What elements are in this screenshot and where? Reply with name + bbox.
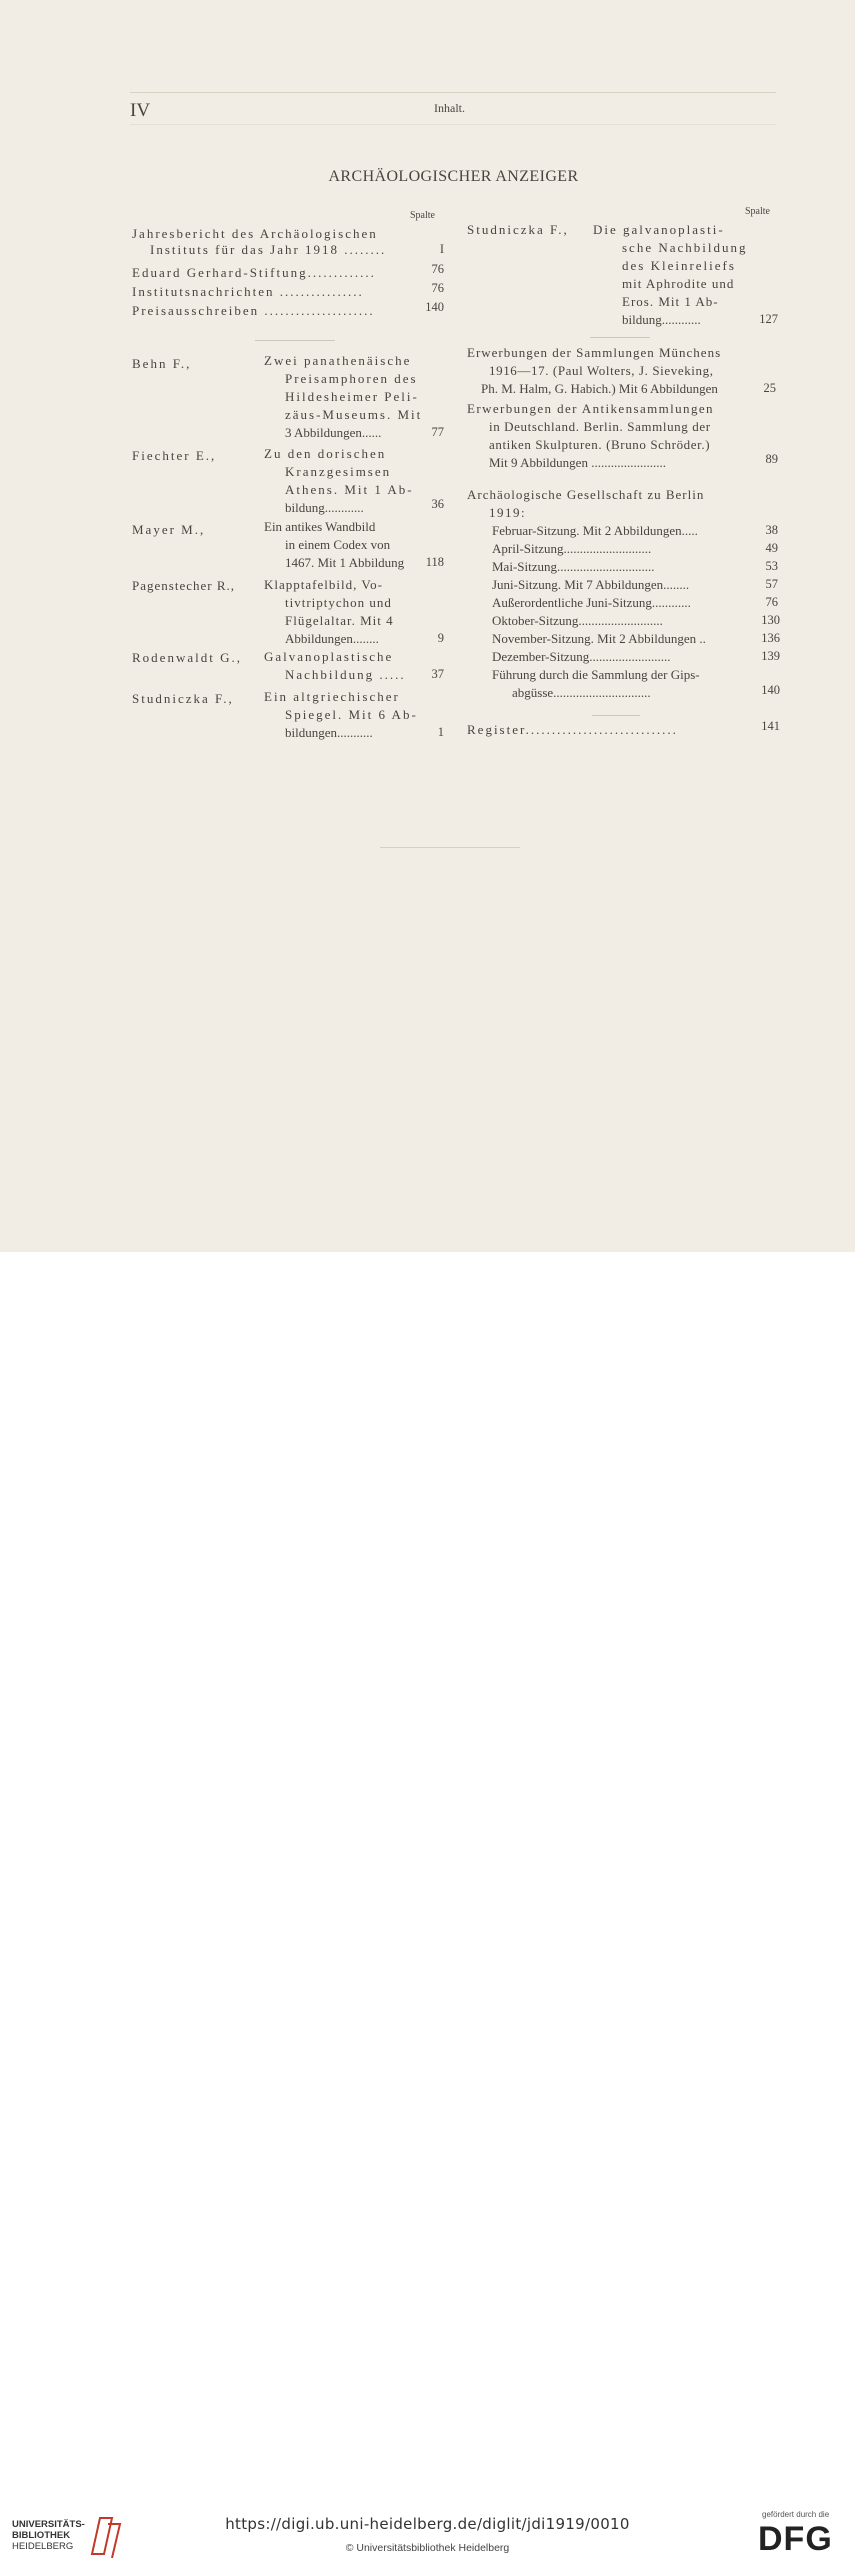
digital-url-link[interactable]: https://digi.ub.uni-heidelberg.de/diglit/jdi1919/0010 xyxy=(225,2515,630,2533)
entry-title-line: bildungen........... xyxy=(285,725,373,740)
library-name-line2: BIBLIOTHEK xyxy=(12,2530,71,2541)
page-numeral: IV xyxy=(130,100,151,121)
entry-title-line: Ein antikes Wandbild xyxy=(264,519,376,534)
author-name: Studniczka F., xyxy=(467,222,569,237)
entry-title-line: Ein altgriechischer xyxy=(264,689,400,704)
entry-title-line: Spiegel. Mit 6 Ab- xyxy=(285,707,418,722)
entry-page: 37 xyxy=(431,667,444,681)
section-title: ARCHÄOLOGISCHER ANZEIGER xyxy=(328,168,579,185)
entry-title-line: Erwerbungen der Antikensammlungen xyxy=(467,401,714,416)
entry-page: 76 xyxy=(765,595,778,609)
entry-title-line: antiken Skulpturen. (Bruno Schröder.) xyxy=(489,437,711,452)
entry-title-line: 1916—17. (Paul Wolters, J. Sieveking, xyxy=(489,363,714,378)
entry-jahresbericht-l2: Instituts für das Jahr 1918 ........ xyxy=(150,242,387,257)
entry-page: 9 xyxy=(437,631,444,645)
column-label-right: Spalte xyxy=(745,206,770,217)
entry-title-line: tivtriptychon und xyxy=(285,595,392,610)
author-name: Behn F., xyxy=(132,356,192,371)
entry-title-line: Preisamphoren des xyxy=(285,371,418,386)
entry-title-line: Klapptafelbild, Vo- xyxy=(264,577,383,592)
entry-page: I xyxy=(439,242,444,256)
entry-title-line: Erwerbungen der Sammlungen Münchens xyxy=(467,345,722,360)
entry-title-line: Abbildungen........ xyxy=(285,631,379,646)
entry-page: 36 xyxy=(431,497,444,511)
entry-page: 139 xyxy=(761,649,780,663)
entry-jahresbericht-l1: Jahresbericht des Archäologischen xyxy=(132,226,378,241)
entry-title-line: mit Aphrodite und xyxy=(622,276,735,291)
entry-title-line: Flügelaltar. Mit 4 xyxy=(285,613,394,628)
entry-title-line: des Kleinreliefs xyxy=(622,258,736,273)
entry-page: 140 xyxy=(425,300,444,314)
entry-page: 49 xyxy=(765,541,778,555)
entry-page: 1 xyxy=(437,725,444,739)
entry-gerhard: Eduard Gerhard-Stiftung............. xyxy=(132,265,376,280)
society-item: Führung durch die Sammlung der Gips- xyxy=(492,667,700,682)
funding-note: gefördert durch die xyxy=(762,2510,830,2519)
entry-institutsnachrichten: Institutsnachrichten ................ xyxy=(132,284,364,299)
scanned-page xyxy=(0,0,855,1252)
entry-title-line: Galvanoplastische xyxy=(264,649,394,664)
footer-bar xyxy=(0,1252,855,2558)
entry-page: 38 xyxy=(765,523,778,537)
library-name-line1: UNIVERSITÄTS- xyxy=(12,2519,85,2530)
header-rule xyxy=(130,92,776,93)
entry-title-line: Zu den dorischen xyxy=(264,446,387,461)
entry-title-line: Kranzgesimsen xyxy=(285,464,392,479)
society-year: 1919: xyxy=(489,505,527,520)
society-item: Mai-Sitzung.............................. xyxy=(492,559,655,574)
entry-page: 53 xyxy=(765,559,778,573)
entry-preisausschreiben: Preisausschreiben ..................... xyxy=(132,303,375,318)
society-item: Außerordentliche Juni-Sitzung............ xyxy=(492,595,691,610)
entry-page: 130 xyxy=(761,613,780,627)
entry-page: 140 xyxy=(761,683,780,697)
society-item: November-Sitzung. Mit 2 Abbildungen .. xyxy=(492,631,706,646)
society-item: Dezember-Sitzung......................... xyxy=(492,649,671,664)
end-rule xyxy=(380,847,520,848)
entry-title-line: zäus-Museums. Mit xyxy=(285,407,423,422)
society-item: Februar-Sitzung. Mit 2 Abbildungen..... xyxy=(492,523,698,538)
author-name: Mayer M., xyxy=(132,522,206,537)
society-heading: Archäologische Gesellschaft zu Berlin xyxy=(467,487,705,502)
entry-title-line: Nachbildung ..... xyxy=(285,667,406,682)
entry-title-line: Hildesheimer Peli- xyxy=(285,389,419,404)
entry-page: 89 xyxy=(765,452,778,466)
entry-title-line: Zwei panathenäische xyxy=(264,353,412,368)
entry-title-line: bildung............ xyxy=(285,500,364,515)
entry-page: 57 xyxy=(765,577,778,591)
author-name: Studniczka F., xyxy=(132,691,234,706)
entry-title-line: in Deutschland. Berlin. Sammlung der xyxy=(489,419,711,434)
entry-title-line: 1467. Mit 1 Abbildung xyxy=(285,555,405,570)
entry-title-line: sche Nachbildung xyxy=(622,240,748,255)
entry-title-line: Ph. M. Halm, G. Habich.) Mit 6 Abbildungen xyxy=(481,381,718,396)
entry-title-line: Mit 9 Abbildungen ....................... xyxy=(489,455,666,470)
entry-page: 127 xyxy=(759,312,778,326)
entry-title-line: Eros. Mit 1 Ab- xyxy=(622,294,719,309)
entry-title-line: Athens. Mit 1 Ab- xyxy=(285,482,414,497)
entry-page: 25 xyxy=(763,381,776,395)
entry-title-line: 3 Abbildungen...... xyxy=(285,425,382,440)
author-name: Fiechter E., xyxy=(132,448,217,463)
society-item: Juni-Sitzung. Mit 7 Abbildungen........ xyxy=(492,577,690,592)
running-title: Inhalt. xyxy=(434,101,465,115)
entry-title-line: in einem Codex von xyxy=(285,537,391,552)
entry-page: 76 xyxy=(431,281,444,295)
column-label-left: Spalte xyxy=(410,210,435,221)
entry-page: 141 xyxy=(761,719,780,733)
divider xyxy=(255,340,335,341)
entry-page: 118 xyxy=(425,555,444,569)
entry-page: 77 xyxy=(431,425,444,439)
divider xyxy=(592,715,640,716)
copyright-text: © Universitätsbibliothek Heidelberg xyxy=(345,2542,510,2554)
register-entry: Register............................. xyxy=(467,722,678,737)
society-item: Oktober-Sitzung.......................... xyxy=(492,613,663,628)
entry-page: 76 xyxy=(431,262,444,276)
society-item: April-Sitzung........................... xyxy=(492,541,652,556)
author-name: Pagenstecher R., xyxy=(132,578,236,593)
divider xyxy=(590,337,650,338)
dfg-logo: DFG xyxy=(758,2520,833,2558)
entry-page: 136 xyxy=(761,631,780,645)
entry-title-line: bildung............ xyxy=(622,312,701,327)
society-item: abgüsse.............................. xyxy=(512,685,651,700)
author-name: Rodenwaldt G., xyxy=(132,650,242,665)
entry-title-line: Die galvanoplasti- xyxy=(593,222,725,237)
header-rule-lower xyxy=(130,124,776,125)
library-name-line3: HEIDELBERG xyxy=(12,2541,74,2552)
